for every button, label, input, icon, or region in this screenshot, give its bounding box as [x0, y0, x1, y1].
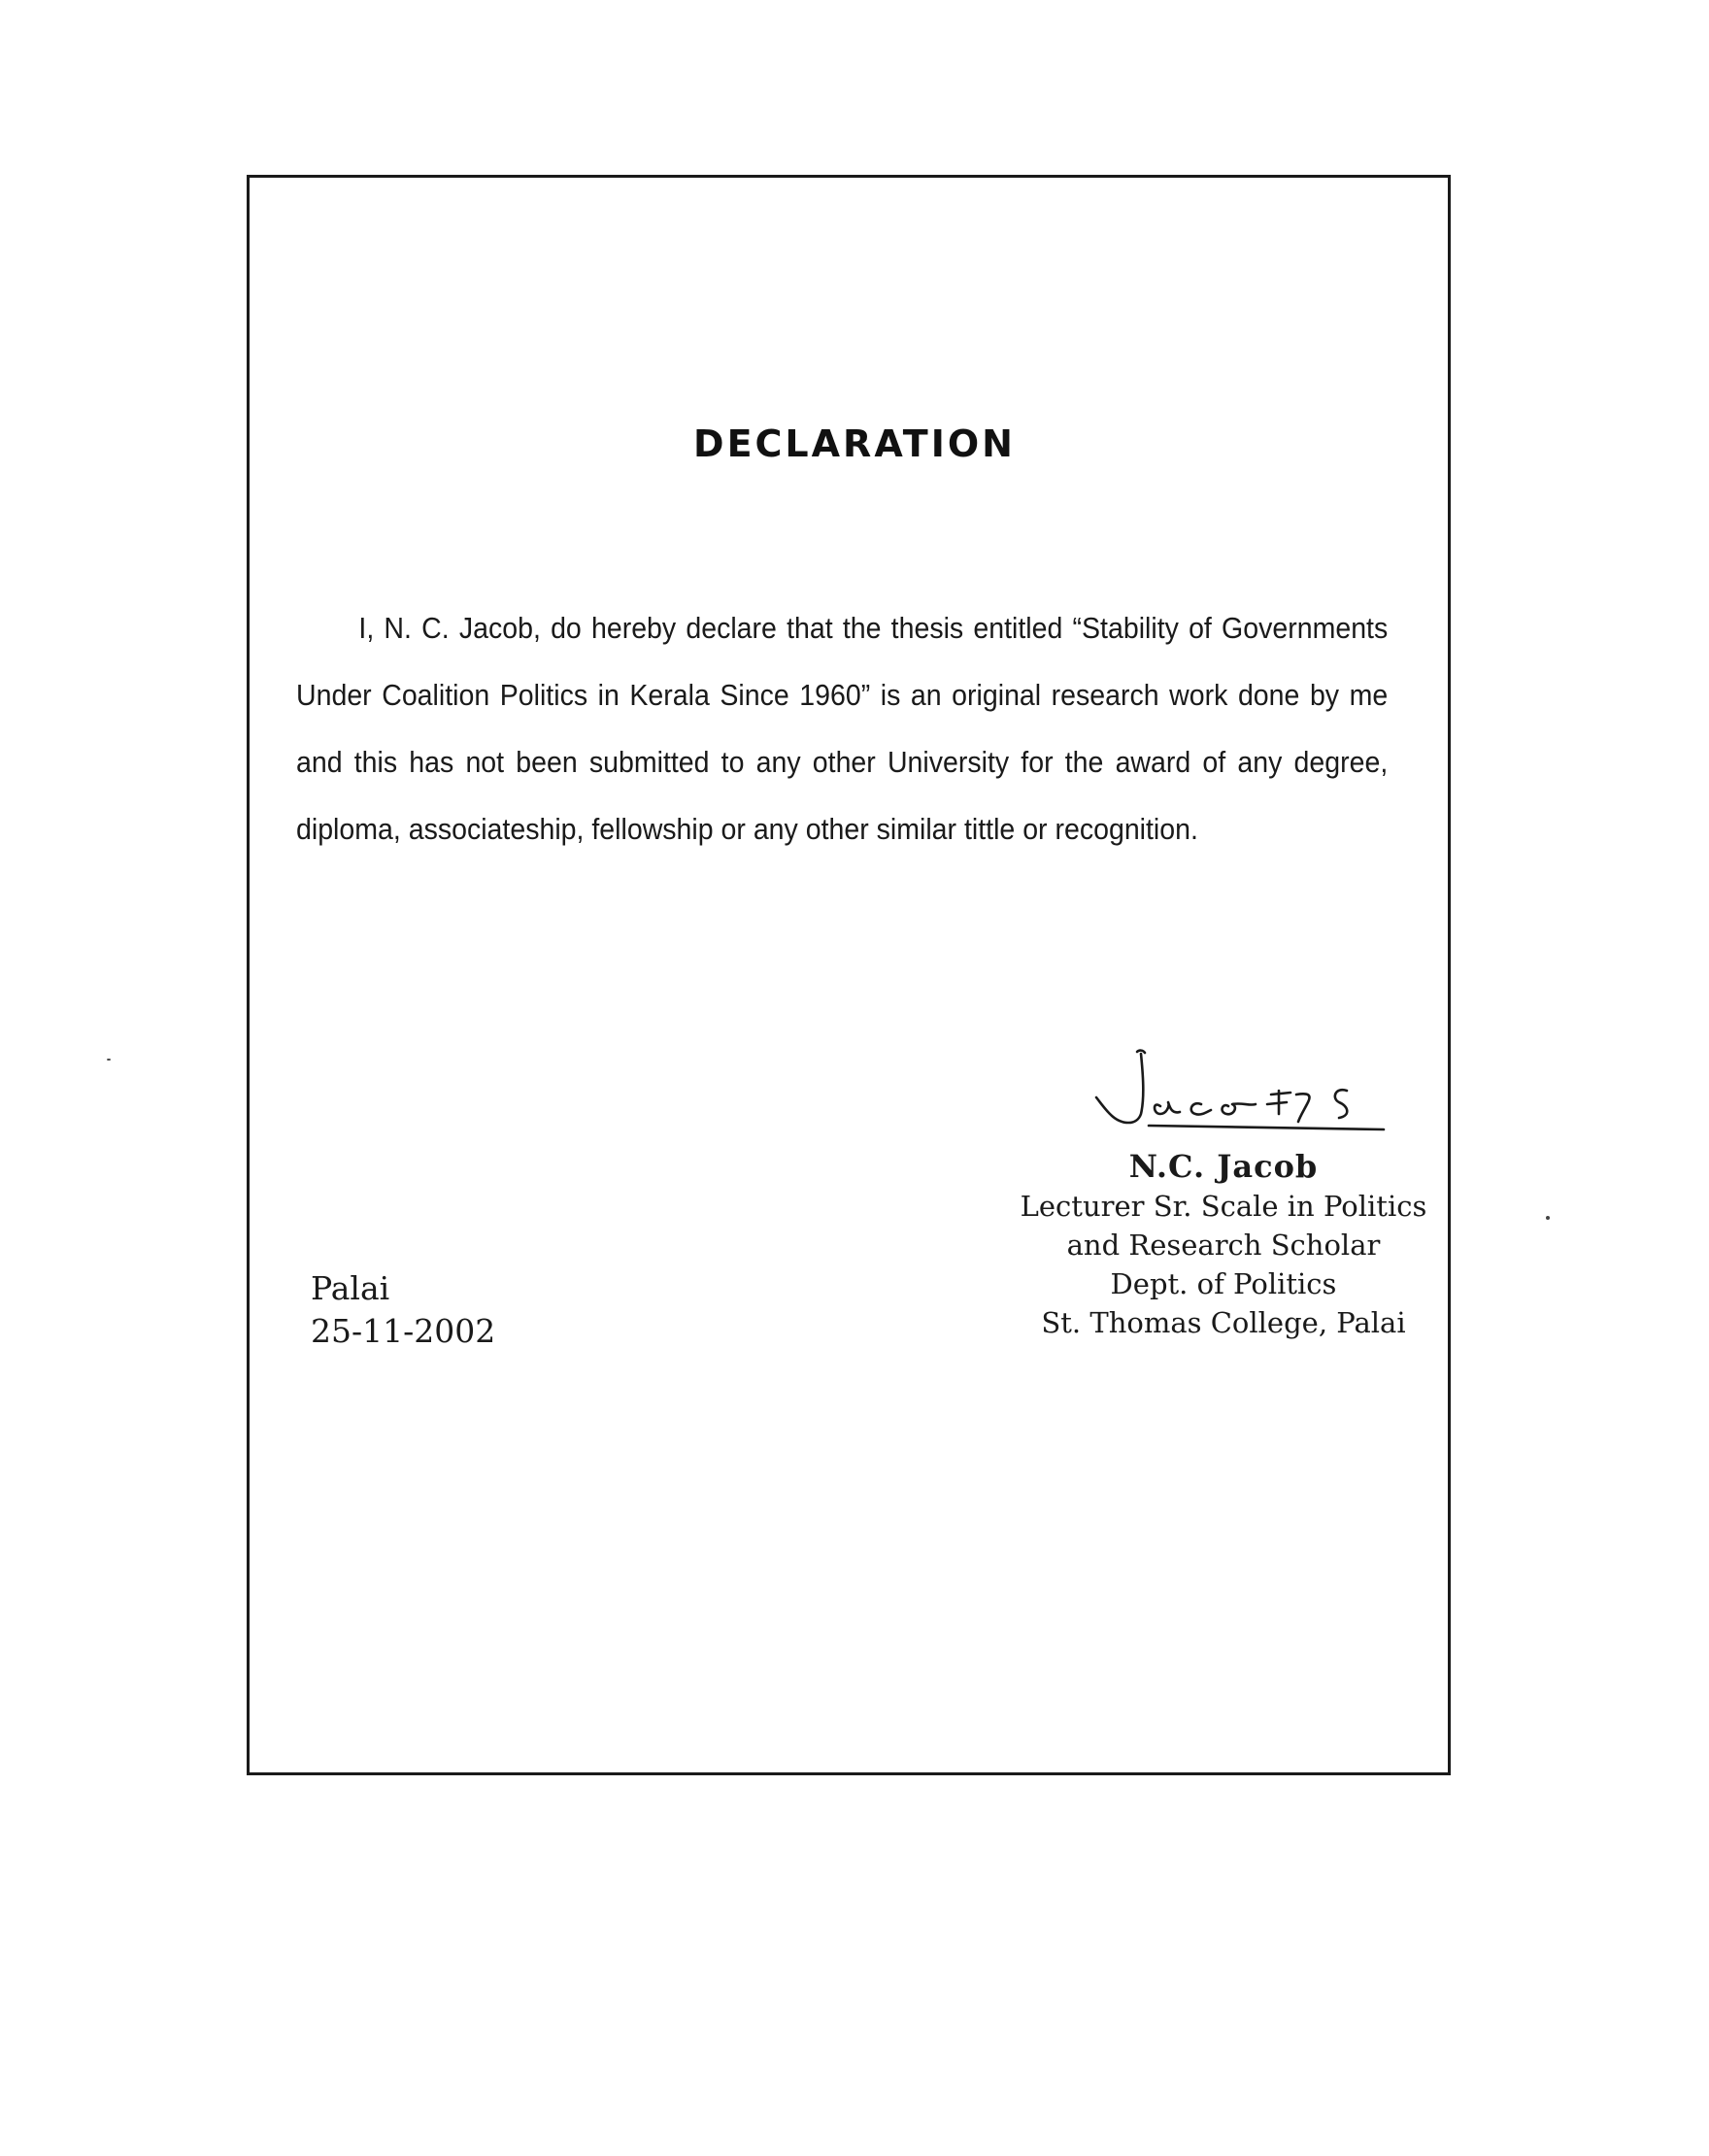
place-text: Palai: [311, 1269, 390, 1307]
place-date-block: [311, 1267, 495, 1353]
declaration-title: DECLARATION: [693, 422, 1016, 465]
signatory-name: N.C. Jacob: [1128, 1148, 1319, 1185]
signatory-role: and Research Scholar: [1066, 1229, 1381, 1262]
declaration-body: I, N. C. Jacob, do hereby declare that the thesis entitled “Stability of Governments Under Coalition Politics in Kerala Since 1960” is an original research work done by me and this has not been submitted to any other University for the award of any degree, diploma, associateship, fellowship or any other similar tittle or recognition.: [296, 611, 1389, 846]
handwritten-signature: [1092, 1044, 1408, 1151]
signatory-designation: Lecturer Sr. Scale in Politics: [1020, 1190, 1427, 1223]
date-text: 25-11-2002: [311, 1312, 496, 1350]
signatory-department: Dept. of Politics: [1110, 1267, 1337, 1300]
scan-speck: [107, 1059, 111, 1061]
signatory-institution: St. Thomas College, Palai: [1041, 1306, 1406, 1339]
signatory-block: [1010, 1146, 1437, 1342]
page-border-frame: [247, 175, 1451, 1775]
scan-speck: [1546, 1216, 1550, 1220]
